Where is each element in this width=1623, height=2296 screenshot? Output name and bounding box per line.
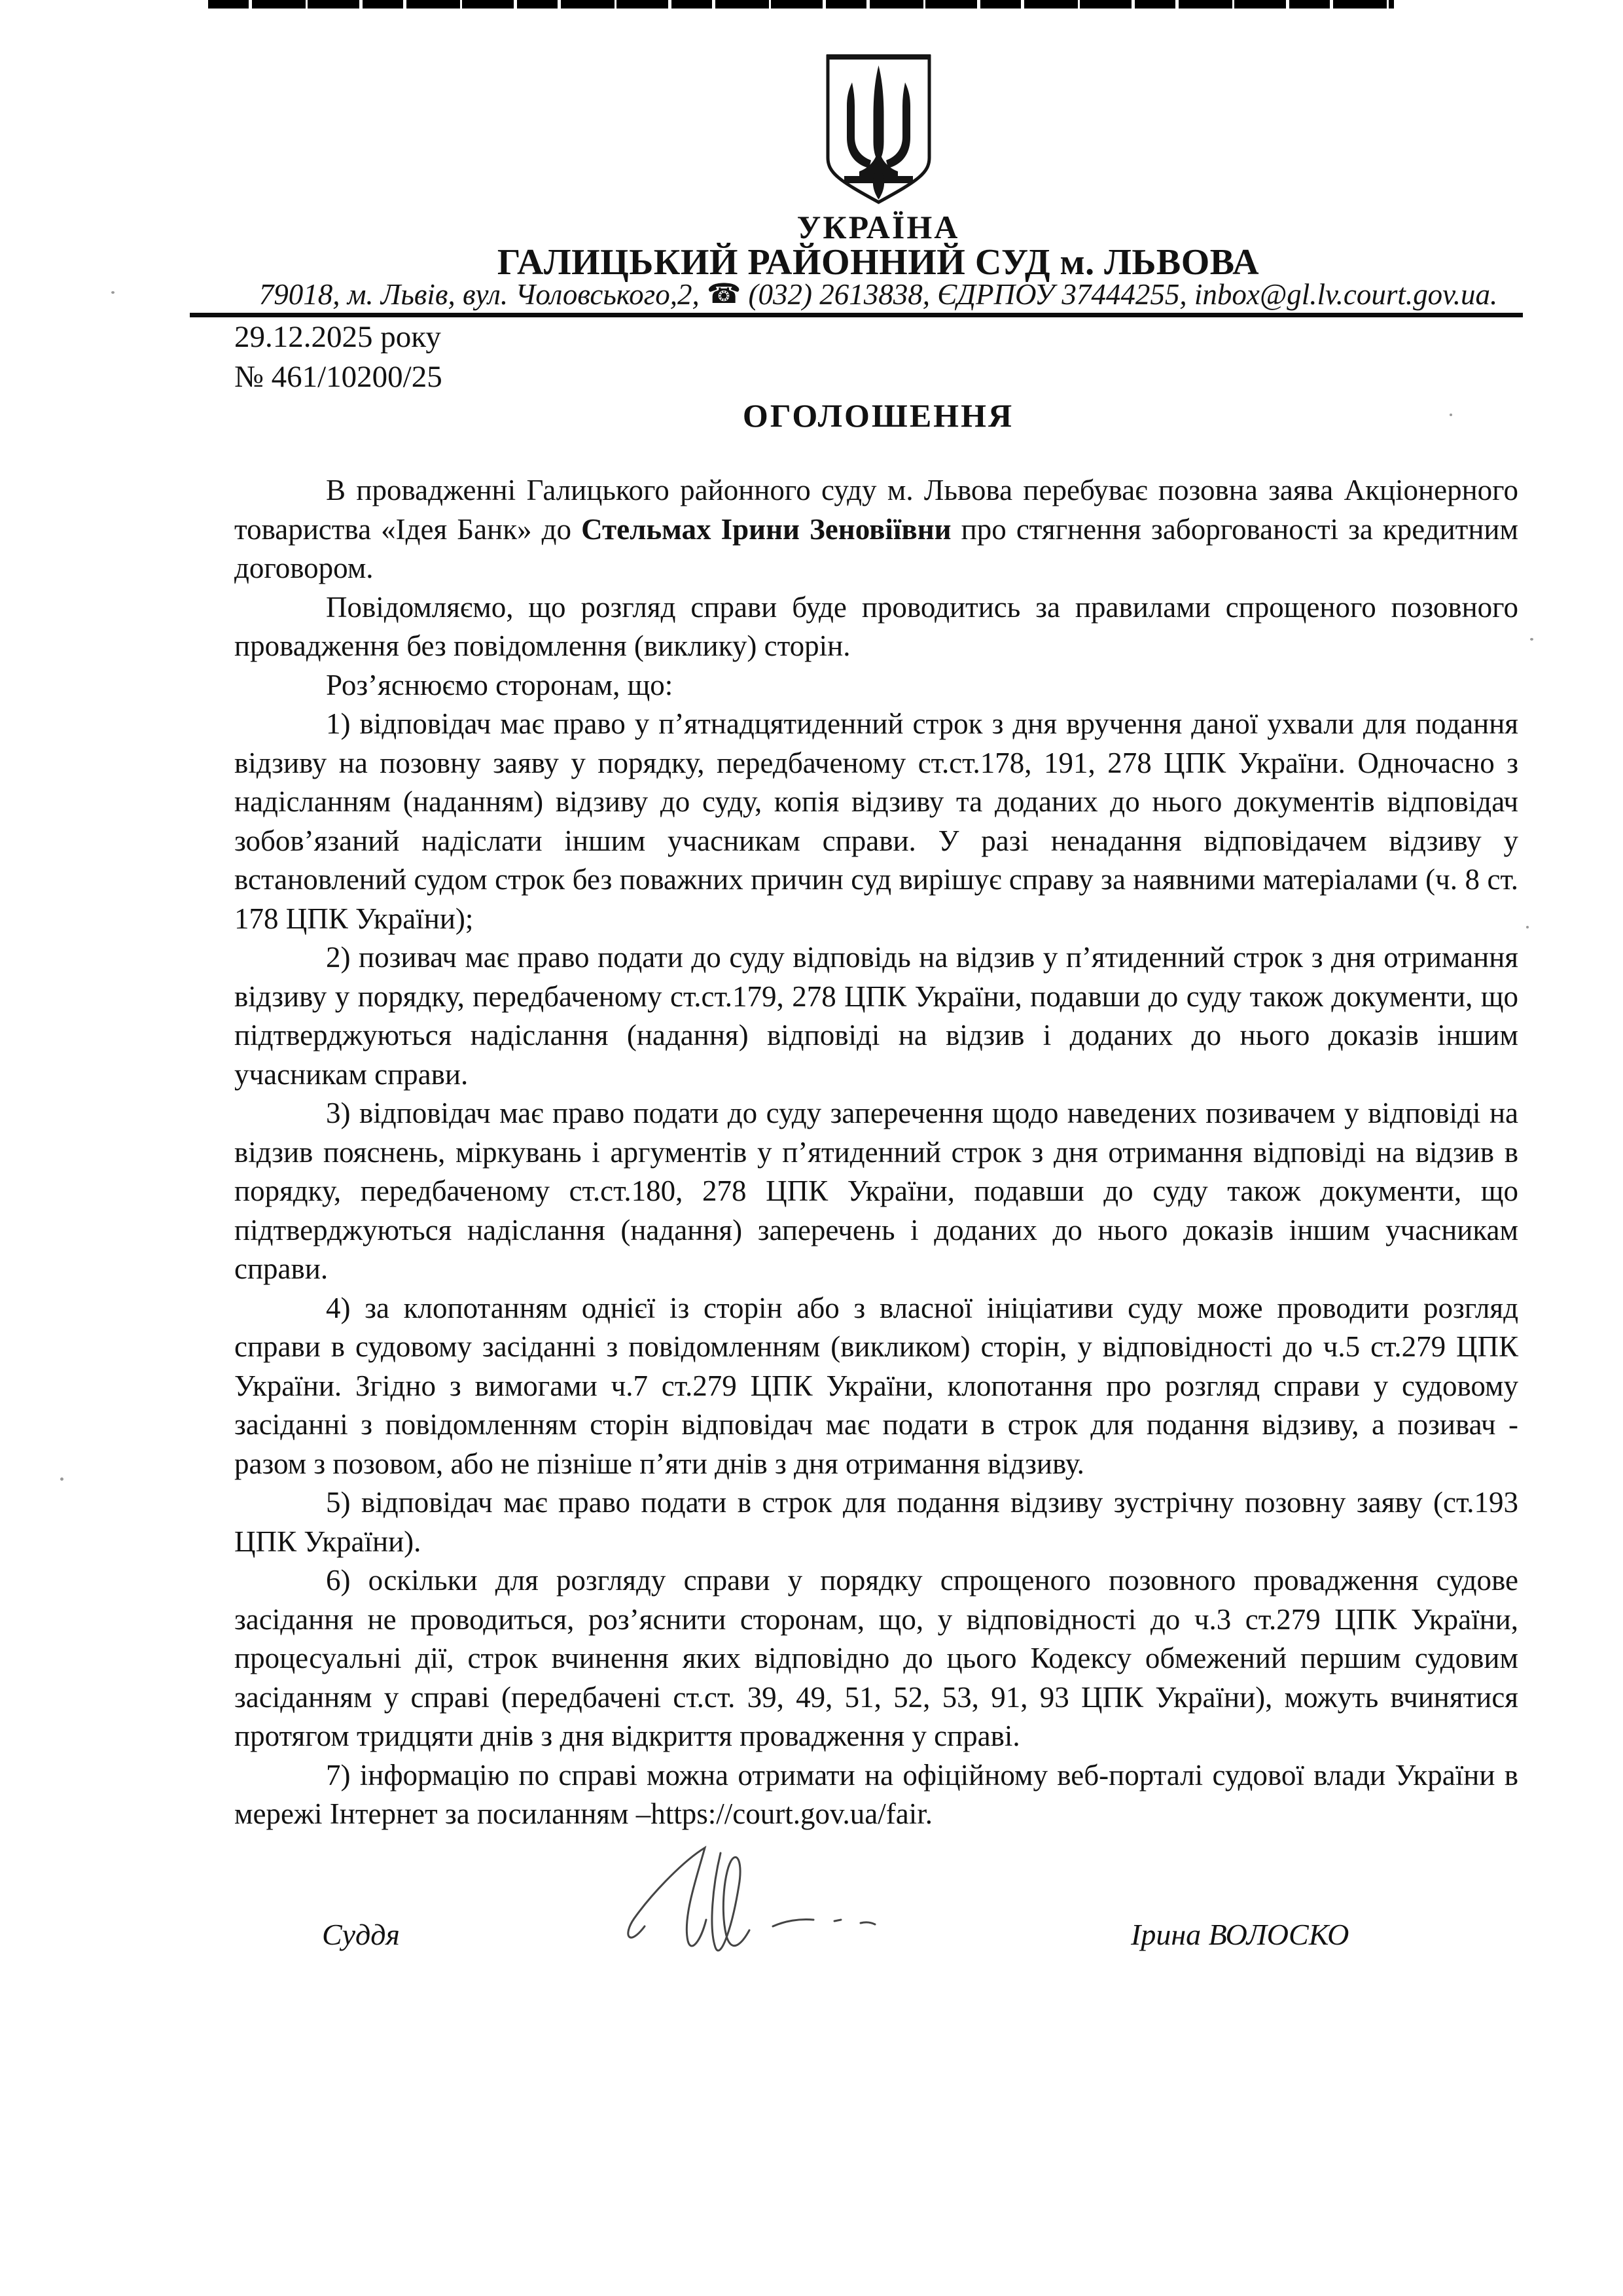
paragraph-item-2: 2) позивач має право подати до суду відповідь на відзив у п’ятиденний строк з дня отримання відзиву у порядку, передбаченому ст.ст.179, 278 ЦПК України, подавши до суду також документи, що підтверджуються надіслання (надання) відповіді на відзив і доданих до нього доказів іншим учасникам справи. [234,941,1518,1091]
paragraph-notice: Повідомляємо, що розгляд справи буде проводитись за правилами спрощеного позовного провадження без повідомлення (виклику) сторін. [234,590,1518,662]
intro-text-after: про стягнення заборгованості за кредитним договором. [234,512,1518,584]
signature-icon [605,1844,959,1968]
intro-text-before: В провадженні Галицького районного суду м. Львова перебуває позовна заява Акціонерного товариства «Ідея Банк» до [234,474,1518,546]
judge-label: Суддя [322,1918,400,1951]
document-title: ОГОЛОШЕННЯ [742,397,1014,434]
paragraph-item-1: 1) відповідач має право у п’ятнадцятиденний строк з дня вручення даної ухвали для подання відзиву на позовну заяву у порядку, передбаченому ст.ст.178, 191, 278 ЦПК України. Одночасно з надісланням (наданням) відзиву до суду, копія відзиву та доданих до нього документів відповідач зобов’язаний надіслати іншим учасникам справи. У разі ненадання відповідачем відзиву у встановлений судом строк без поважних причин суд вирішує справу за наявними матеріалами (ч. 8 ст. 178 ЦПК України); [234,707,1518,935]
address-part1: 79018, м. Львів, вул. Чоловського,2, [259,278,700,311]
scan-speck [60,1477,63,1481]
paragraph-item-3: 3) відповідач має право подати до суду заперечення щодо наведених позивачем у відповіді на відзив пояснень, міркувань і аргументів у п’ятиденний строк з дня отримання відповіді на відзив в порядку, передбаченому ст.ст.180, 278 ЦПК України, подавши до суду також документи, що підтверджуються надіслання (надання) заперечень і доданих до нього доказів іншим учасникам справи. [234,1097,1518,1285]
header-divider-rule [190,313,1523,317]
scan-artifact-bar [208,0,1394,9]
scan-speck [1526,926,1529,928]
announcement-body [234,471,1518,1834]
paragraph-item-4: 4) за клопотанням однієї із сторін або з власної ініціативи суду може проводити розгляд справи в судовому засіданні з повідомленням (викликом) сторін, у відповідності до ч.5 ст.279 ЦПК України. Згідно з вимогами ч.7 ст.279 ЦПК України, клопотання про розгляд справи у судовому засіданні з повідомленням сторін відповідач має подати в строк для подання відзиву, а позивач - разом з позовом, або не пізніше п’яти днів з дня отримання відзиву. [234,1291,1518,1480]
scan-speck [1530,638,1533,641]
paragraph-item-5: 5) відповідач має право подати в строк для подання відзиву зустрічну позовну заяву (ст.193 ЦПК України). [234,1486,1518,1558]
scan-speck [111,291,115,294]
defendant-name: Стельмах Ірини Зеновіївни [581,512,952,546]
paragraph-item-6: 6) оскільки для розгляду справи у порядку спрощеного позовного провадження судове засідання не проводиться, роз’яснити сторонам, що, у відповідності до ч.3 ст.279 ЦПК України, процесуальні дії, строк вчинення яких відповідно до цього Кодексу обмежений першим судовим засіданням у справі (передбачені ст.ст. 39, 49, 51, 52, 53, 91, 93 ЦПК України), можуть вчинятися протягом тридцяти днів з дня відкриття провадження у справі. [234,1564,1518,1752]
scan-speck [1450,414,1452,416]
address-part2: (032) 2613838, ЄДРПОУ 37444255, inbox@gl.lv.court.gov.ua. [748,278,1498,311]
paragraph-clarify: Роз’яснюємо сторонам, що: [326,668,673,701]
document-date: 29.12.2025 року [234,320,441,354]
ukraine-trident-emblem [823,51,935,211]
country-name: УКРАЇНА [796,209,960,245]
paragraph-intro [234,471,1518,588]
trident-shield-icon [823,51,935,208]
judge-name: Ірина ВОЛОСКО [1131,1918,1349,1951]
court-name: ГАЛИЦЬКИЙ РАЙОННИЙ СУД м. ЛЬВОВА [497,242,1260,283]
judge-signature-scribble [605,1844,959,1971]
paragraph-item-7: 7) інформацію по справі можна отримати на офіційному веб-порталі судової влади України в мережі Інтернет за посиланням –https://court.gov.ua/fair. [234,1758,1518,1830]
phone-icon: ☎ [706,279,741,309]
case-number: № 461/10200/25 [234,360,442,394]
court-address [134,277,1623,311]
